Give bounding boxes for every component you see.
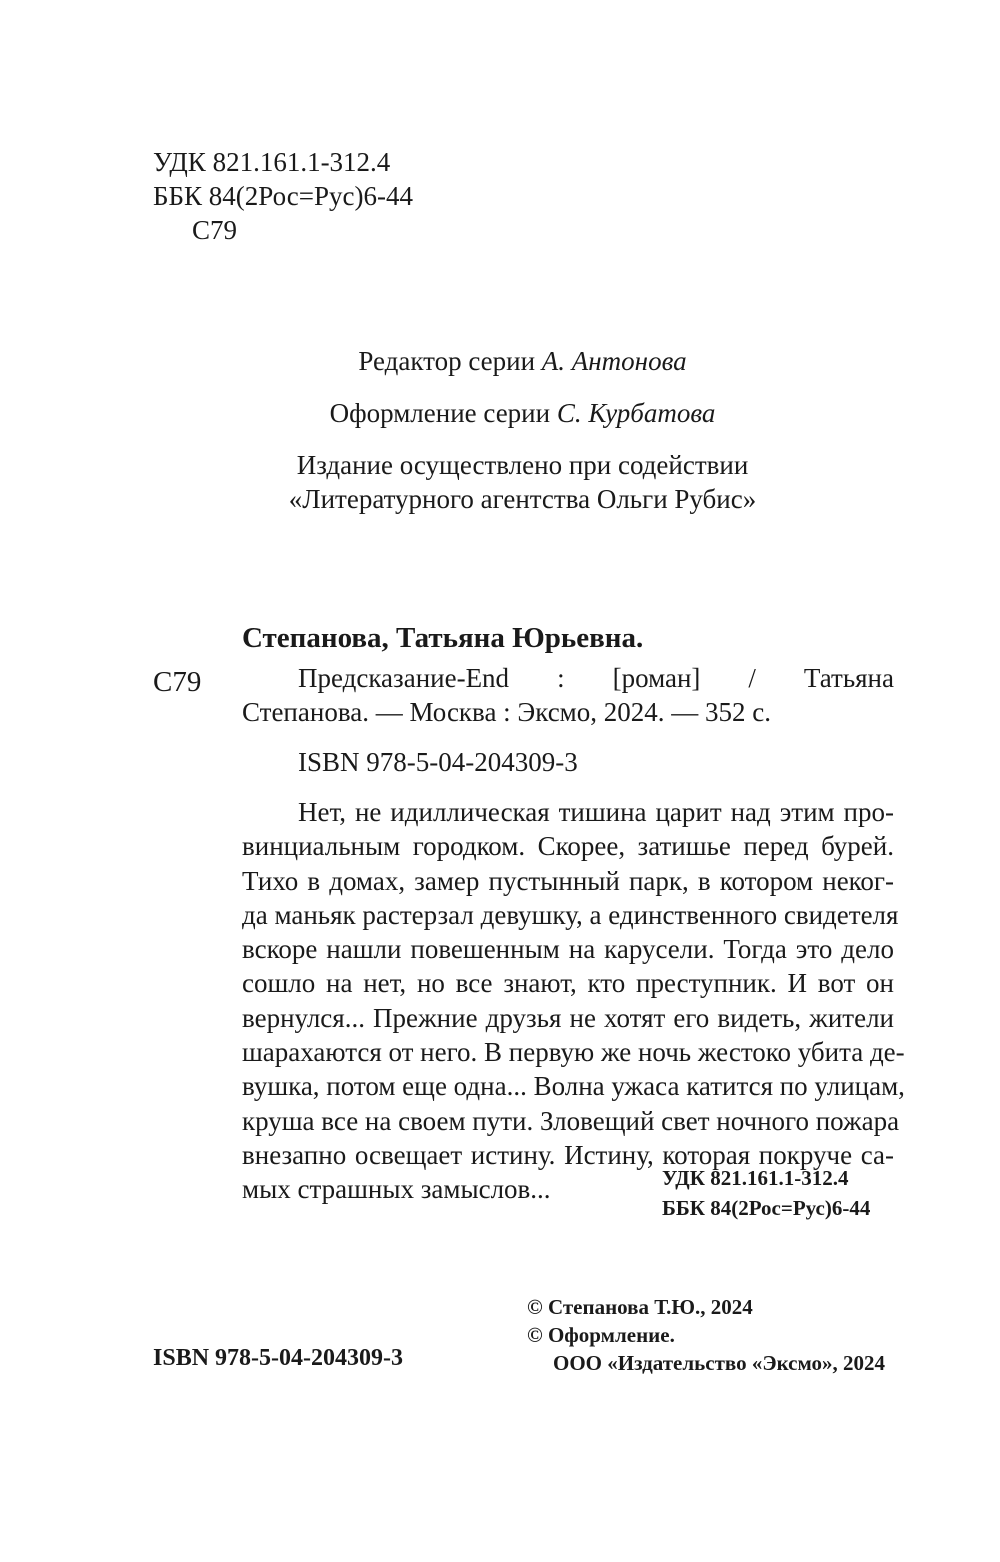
series-design-line [150,396,895,430]
annotation-paragraph [242,795,905,1207]
publication-note-line-2: «Литературного агентства Ольги Рубис» [288,484,757,514]
author-heading: Степанова, Татьяна Юрьевна. [242,622,644,654]
copyright-author: © Степанова Т.Ю., 2024 [527,1295,753,1319]
annotation-line: шарахаются от него. В первую же ночь жестоко убита де- [242,1037,905,1068]
copyright-design: © Оформление. [527,1323,675,1347]
copyright-publisher: ООО «Издательство «Эксмо», 2024 [553,1351,886,1375]
annotation-line: винциальным городком. Скорее, затишье перед бурей. [242,831,894,862]
series-design-label: Оформление серии [329,398,557,428]
annotation-line: Нет, не идиллическая тишина царит над этим про- [298,797,894,827]
annotation-line: сошло на нет, но все знают, кто преступник. И вот он [242,968,894,999]
udk-code-top: УДК 821.161.1-312.4 [153,147,391,177]
annotation-line: внезапно освещает истину. Истину, которая покруче са- [242,1139,894,1170]
bbk-code-top: ББК 84(2Рос=Рус)6-44 [153,181,413,211]
annotation-line: вскоре нашли повешенным на карусели. Тогда это дело [242,934,894,965]
annotation-line: мых страшных замыслов... [242,1174,551,1205]
annotation-line: Тихо в домах, замер пустынный парк, в котором неког- [242,865,894,896]
annotation-line: вернулся... Прежние друзья не хотят его видеть, жители [242,1002,894,1033]
annotation-line: круша все на своем пути. Зловещий свет ночного пожара [242,1105,900,1136]
title-line-1: Предсказание-End : [роман] / Татьяна [298,663,894,693]
isbn-footer: ISBN 978-5-04-204309-3 [153,1345,403,1371]
series-editor-label: Редактор серии [358,346,542,376]
udk-code-bottom: УДК 821.161.1-312.4 [662,1166,849,1190]
isbn-record: ISBN 978-5-04-204309-3 [298,747,578,777]
series-editor-line [150,344,895,378]
series-editor-name: А. Антонова [541,346,687,376]
publication-note-line-1: Издание осуществлено при содействии [296,450,749,480]
annotation-line: вушка, потом еще одна... Волна ужаса катится по улицам, [242,1071,905,1102]
series-design-name: С. Курбатова [556,398,716,428]
bbk-code-bottom: ББК 84(2Рос=Рус)6-44 [662,1196,871,1220]
author-mark-top: С79 [192,215,238,245]
annotation-line: да маньяк растерзал девушку, а единственного свидетеля [242,899,899,930]
author-mark-side: С79 [153,666,202,698]
title-line-2: Степанова. — Москва : Эксмо, 2024. — 352 с. [242,697,772,727]
